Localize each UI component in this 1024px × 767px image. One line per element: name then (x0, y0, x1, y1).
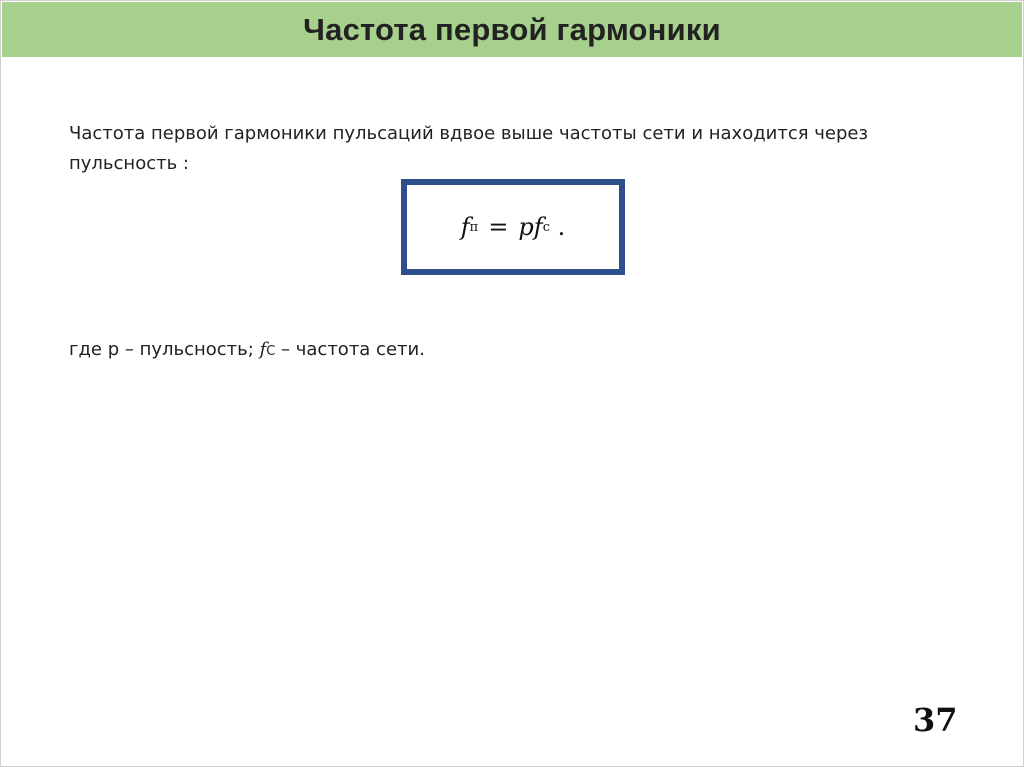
slide-title: Частота первой гармоники (303, 11, 721, 47)
formula-lhs-symbol: f (460, 213, 470, 241)
formula-equals: = (488, 213, 509, 241)
title-bar (2, 2, 1022, 57)
formula-rhs-p: p (518, 213, 534, 241)
where-suffix: – частота сети. (275, 339, 425, 360)
intro-paragraph: Частота первой гармоники пульсаций вдвое выше частоты сети и находится через пульсность : (69, 123, 869, 174)
where-subscript: С (266, 344, 276, 359)
formula-trailing-period: . (557, 213, 566, 241)
formula-rhs-f: f (533, 213, 543, 241)
page-number: 37 (913, 701, 958, 739)
where-paragraph (69, 336, 425, 366)
where-symbol: f (259, 339, 267, 360)
formula-box (401, 179, 625, 275)
where-prefix: где р – пульсность; (69, 339, 260, 360)
formula-rhs-subscript: с (542, 219, 550, 235)
formula-lhs-subscript: п (469, 219, 479, 235)
